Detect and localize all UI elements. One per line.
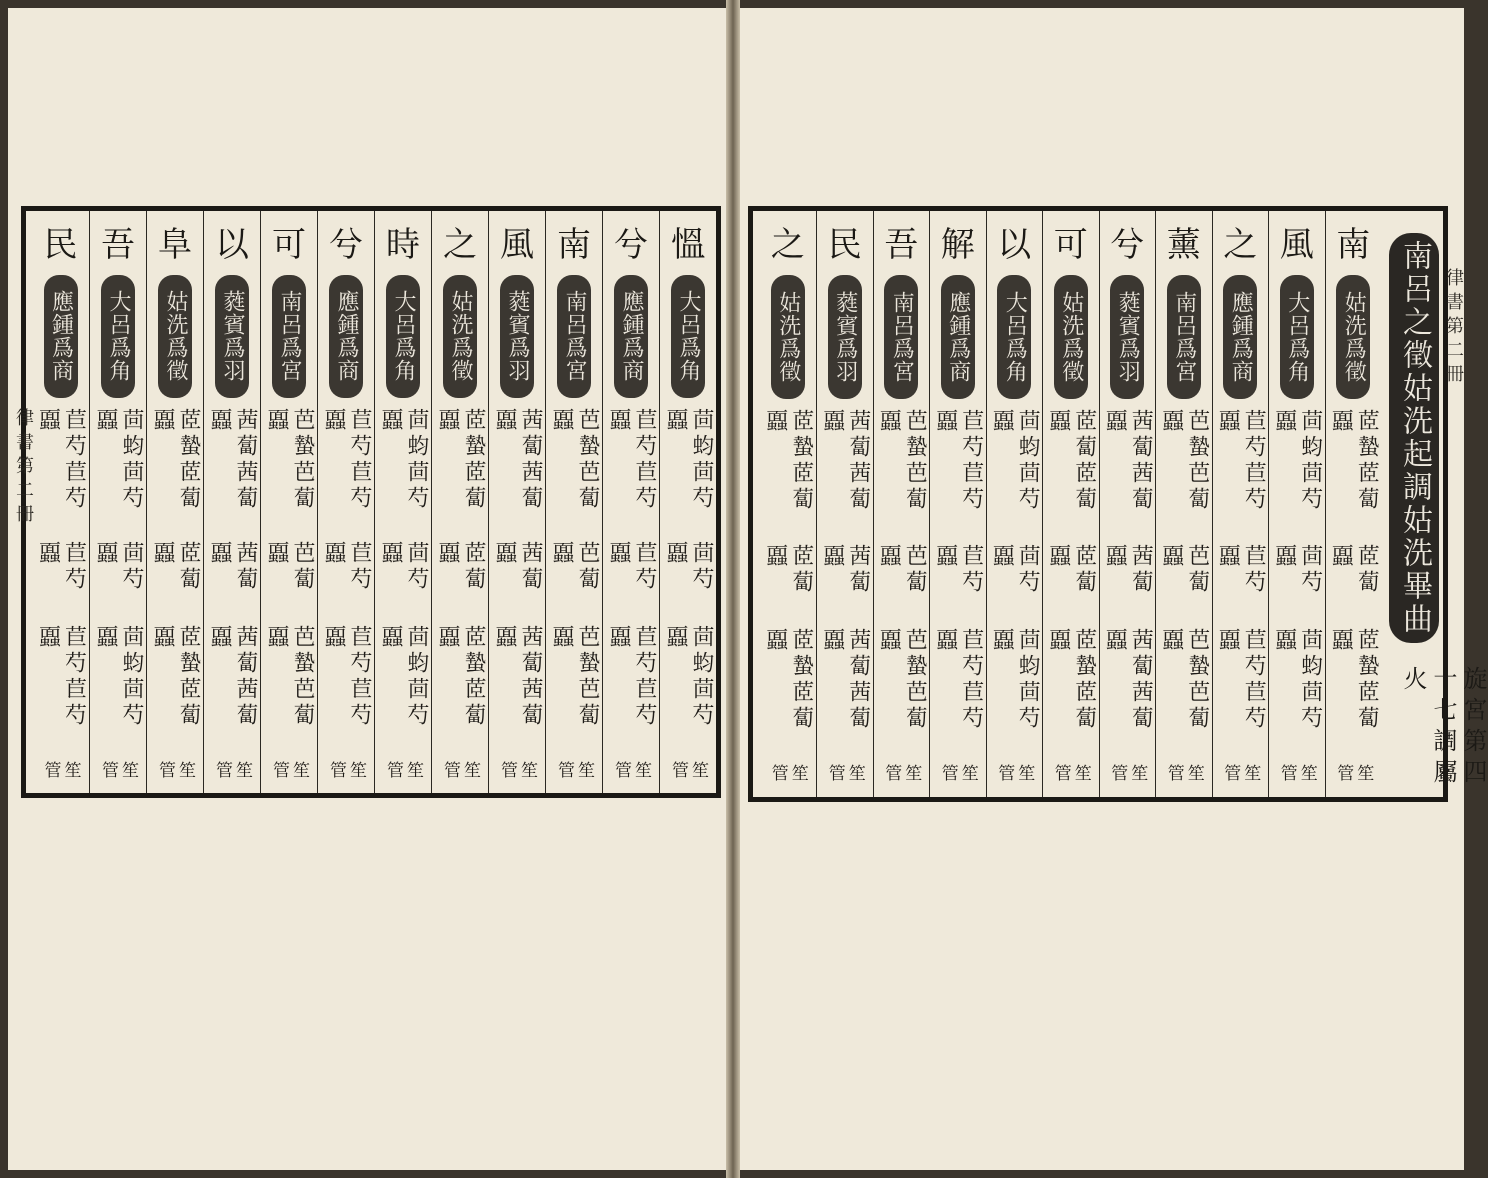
- instrument-mark: 笙管: [326, 760, 366, 778]
- lyric-character: 以: [997, 225, 1032, 265]
- notation-phrase-1: 茜蔔茜蔔蠠: [492, 408, 543, 513]
- notation-phrase-1: 茴蚐茴芍蠠: [93, 408, 144, 513]
- right-column: [986, 211, 1043, 797]
- notation-phrase-3: 茝蟄茝蔔蠠: [435, 625, 486, 730]
- lyric-character: 可: [272, 225, 306, 265]
- right-margin-label: 律書第二冊: [1443, 268, 1464, 388]
- pitch-label: 南呂爲宮: [884, 275, 918, 399]
- notation-phrase-2: 茝蔔蠠: [435, 541, 486, 594]
- notation-phrase-3: 茜蔔茜蔔蠠: [1102, 628, 1154, 733]
- notation-phrase-1: 苣芍苣芍蠠: [1215, 409, 1267, 514]
- instrument-mark: 笙管: [1276, 764, 1317, 782]
- right-column: [1099, 211, 1156, 797]
- notation-phrase-3: 茴蚐茴芍蠠: [378, 625, 429, 730]
- notation-phrase-1: 茝蟄茝蔔蠠: [762, 409, 814, 514]
- left-page-frame: [21, 206, 721, 798]
- lyric-character: 之: [770, 225, 805, 265]
- notation-phrase-3: 茝蟄茝蔔蠠: [150, 625, 201, 730]
- lyric-character: 南: [557, 225, 591, 265]
- pitch-label: 南呂爲宮: [1167, 275, 1201, 399]
- lyric-character: 之: [1223, 225, 1258, 265]
- notation-phrase-2: 茜蔔蠠: [492, 541, 543, 594]
- notation-phrase-2: 茜蔔蠠: [819, 543, 871, 596]
- notation-phrase-3: 苣芍苣芍蠠: [321, 625, 372, 730]
- instrument-mark: 笙管: [1163, 764, 1204, 782]
- right-page: [740, 8, 1487, 1170]
- lyric-character: 薰: [1166, 225, 1201, 265]
- instrument-mark: 笙管: [1220, 764, 1261, 782]
- lyric-character: 吾: [884, 225, 919, 265]
- notation-phrase-3: 茝蟄茝蔔蠠: [762, 628, 814, 733]
- notation-phrase-3: 茝蟄茝蔔蠠: [1045, 628, 1097, 733]
- instrument-mark: 笙管: [40, 760, 81, 778]
- left-page: [8, 8, 726, 1170]
- notation-phrase-3: 芭蟄芭蔔蠠: [1158, 628, 1210, 733]
- pitch-label: 應鍾爲商: [614, 275, 648, 398]
- notation-phrase-1: 茜蔔茜蔔蠠: [819, 409, 871, 514]
- lyric-character: 兮: [1110, 225, 1145, 265]
- notation-phrase-2: 苣芍蠠: [321, 541, 372, 594]
- pitch-label: 大呂爲角: [101, 275, 135, 398]
- notation-phrase-1: 茴蚐茴芍蠠: [663, 408, 714, 513]
- notation-phrase-1: 苣芍苣芍蠠: [932, 409, 984, 514]
- notation-phrase-2: 苣芍蠠: [35, 541, 87, 594]
- notation-phrase-1: 茝蟄茝蔔蠠: [150, 408, 201, 513]
- right-column: [1212, 211, 1269, 797]
- pitch-label: 大呂爲角: [997, 275, 1031, 399]
- pitch-label: 南呂爲宮: [272, 275, 306, 398]
- lyric-character: 可: [1053, 225, 1088, 265]
- notation-phrase-1: 芭蟄芭蔔蠠: [264, 408, 315, 513]
- notation-phrase-1: 芭蟄芭蔔蠠: [1158, 409, 1210, 514]
- notation-phrase-2: 茴芍蠠: [93, 541, 144, 594]
- instrument-mark: 笙管: [98, 760, 138, 778]
- notation-phrase-3: 茜蔔茜蔔蠠: [207, 625, 258, 730]
- lyric-character: 以: [215, 225, 249, 265]
- pitch-label: 姑洗爲徵: [158, 275, 192, 398]
- pitch-label: 應鍾爲商: [44, 275, 78, 398]
- notation-phrase-1: 芭蟄芭蔔蠠: [876, 409, 928, 514]
- notation-phrase-2: 芭蔔蠠: [549, 541, 600, 594]
- notation-phrase-3: 茜蔔茜蔔蠠: [492, 625, 543, 730]
- notation-phrase-2: 茝蔔蠠: [1328, 543, 1380, 596]
- notation-phrase-2: 茴芍蠠: [663, 541, 714, 594]
- pitch-label: 姑洗爲徵: [443, 275, 477, 398]
- notation-phrase-1: 苣芍苣芍蠠: [606, 408, 657, 513]
- instrument-mark: 笙管: [937, 764, 978, 782]
- pitch-label: 應鍾爲商: [1223, 275, 1257, 399]
- notation-phrase-2: 芭蔔蠠: [876, 543, 928, 596]
- lyric-character: 解: [940, 225, 975, 265]
- notation-phrase-2: 茝蔔蠠: [1045, 543, 1097, 596]
- instrument-mark: 笙管: [212, 760, 252, 778]
- notation-phrase-1: 茴蚐茴芍蠠: [378, 408, 429, 513]
- notation-phrase-2: 苣芍蠠: [932, 543, 984, 596]
- notation-phrase-1: 苣芍苣芍蠠: [321, 408, 372, 513]
- right-column: [760, 211, 817, 797]
- left-margin-label: 律書第二冊: [13, 408, 34, 528]
- notation-phrase-2: 茝蔔蠠: [762, 543, 814, 596]
- instrument-mark: 笙管: [440, 760, 480, 778]
- notation-phrase-2: 茴芍蠠: [1271, 543, 1323, 596]
- lyric-character: 吾: [101, 225, 135, 265]
- lyric-character: 阜: [158, 225, 192, 265]
- left-column: [260, 211, 317, 793]
- notation-phrase-3: 芭蟄芭蔔蠠: [264, 625, 315, 730]
- lyric-character: 南: [1336, 225, 1371, 265]
- lyric-character: 兮: [614, 225, 648, 265]
- pitch-label: 蕤賓爲羽: [215, 275, 249, 398]
- lyric-character: 風: [500, 225, 534, 265]
- notation-phrase-3: 茜蔔茜蔔蠠: [819, 628, 871, 733]
- pitch-label: 姑洗爲徵: [1054, 275, 1088, 399]
- notation-phrase-1: 茜蔔茜蔔蠠: [207, 408, 258, 513]
- book-gutter: [726, 0, 740, 1178]
- right-column: [929, 211, 986, 797]
- notation-phrase-1: 茝蟄茝蔔蠠: [435, 408, 486, 513]
- notation-phrase-1: 茝蔔茝蔔蠠: [1045, 409, 1097, 514]
- instrument-mark: 笙管: [1107, 764, 1148, 782]
- notation-phrase-3: 苣芍苣芍蠠: [606, 625, 657, 730]
- instrument-mark: 笙管: [1333, 764, 1374, 782]
- lyric-character: 兮: [329, 225, 363, 265]
- instrument-mark: 笙管: [767, 764, 808, 782]
- notation-phrase-1: 茝蟄茝蔔蠠: [1328, 409, 1380, 514]
- notation-phrase-3: 茴蚐茴芍蠠: [989, 628, 1041, 733]
- left-column: [317, 211, 374, 793]
- chapter-title: 南呂之徵姑洗起調姑洗畢曲: [1389, 233, 1439, 643]
- pitch-label: 大呂爲角: [1280, 275, 1314, 399]
- left-column: [659, 211, 716, 793]
- pitch-label: 蕤賓爲羽: [828, 275, 862, 399]
- instrument-mark: 笙管: [155, 760, 195, 778]
- lyric-character: 民: [827, 225, 862, 265]
- mode-description: 旋宮第四十七調屬火: [1399, 666, 1487, 790]
- notation-phrase-2: 芭蔔蠠: [1158, 543, 1210, 596]
- instrument-mark: 笙管: [1050, 764, 1091, 782]
- notation-phrase-3: 苣芍苣芍蠠: [35, 625, 87, 730]
- pitch-label: 蕤賓爲羽: [500, 275, 534, 398]
- right-column: [1325, 211, 1382, 797]
- notation-phrase-1: 茴蚐茴芍蠠: [989, 409, 1041, 514]
- notation-phrase-1: 苣芍苣芍蠠: [35, 408, 87, 513]
- lyric-character: 慍: [671, 225, 705, 265]
- pitch-label: 應鍾爲商: [329, 275, 363, 398]
- notation-phrase-3: 茴蚐茴芍蠠: [663, 625, 714, 730]
- left-column: [488, 211, 545, 793]
- right-column: [1268, 211, 1325, 797]
- lyric-character: 之: [443, 225, 477, 265]
- instrument-mark: 笙管: [269, 760, 309, 778]
- pitch-label: 應鍾爲商: [941, 275, 975, 399]
- instrument-mark: 笙管: [554, 760, 594, 778]
- notation-phrase-2: 茝蔔蠠: [150, 541, 201, 594]
- instrument-mark: 笙管: [383, 760, 423, 778]
- right-column: [816, 211, 873, 797]
- instrument-mark: 笙管: [994, 764, 1035, 782]
- lyric-character: 民: [43, 225, 78, 265]
- notation-phrase-3: 芭蟄芭蔔蠠: [876, 628, 928, 733]
- notation-phrase-3: 苣芍苣芍蠠: [932, 628, 984, 733]
- right-column: [873, 211, 930, 797]
- notation-phrase-3: 茴蚐茴芍蠠: [1271, 628, 1323, 733]
- notation-phrase-3: 苣芍苣芍蠠: [1215, 628, 1267, 733]
- notation-phrase-3: 茴蚐茴芍蠠: [93, 625, 144, 730]
- notation-phrase-2: 芭蔔蠠: [264, 541, 315, 594]
- pitch-label: 姑洗爲徵: [1336, 275, 1370, 399]
- notation-phrase-1: 茜蔔茜蔔蠠: [1102, 409, 1154, 514]
- notation-phrase-2: 茜蔔蠠: [207, 541, 258, 594]
- instrument-mark: 笙管: [824, 764, 865, 782]
- left-column: [32, 211, 89, 793]
- instrument-mark: 笙管: [881, 764, 922, 782]
- notation-phrase-2: 苣芍蠠: [1215, 543, 1267, 596]
- instrument-mark: 笙管: [497, 760, 537, 778]
- left-column: [374, 211, 431, 793]
- notation-phrase-1: 芭蟄芭蔔蠠: [549, 408, 600, 513]
- pitch-label: 南呂爲宮: [557, 275, 591, 398]
- notation-phrase-3: 芭蟄芭蔔蠠: [549, 625, 600, 730]
- notation-phrase-2: 苣芍蠠: [606, 541, 657, 594]
- notation-phrase-2: 茜蔔蠠: [1102, 543, 1154, 596]
- left-column: [203, 211, 260, 793]
- notation-phrase-1: 茴蚐茴芍蠠: [1271, 409, 1323, 514]
- right-column: [1155, 211, 1212, 797]
- notation-phrase-2: 茴芍蠠: [989, 543, 1041, 596]
- left-column: [602, 211, 659, 793]
- right-column: [1042, 211, 1099, 797]
- pitch-label: 蕤賓爲羽: [1110, 275, 1144, 399]
- lyric-character: 時: [386, 225, 420, 265]
- pitch-label: 姑洗爲徵: [771, 275, 805, 399]
- left-column: [431, 211, 488, 793]
- pitch-label: 大呂爲角: [671, 275, 705, 398]
- instrument-mark: 笙管: [668, 760, 708, 778]
- lyric-character: 風: [1279, 225, 1314, 265]
- instrument-mark: 笙管: [611, 760, 651, 778]
- left-column: [545, 211, 602, 793]
- notation-phrase-3: 茝蟄茝蔔蠠: [1328, 628, 1380, 733]
- pitch-label: 大呂爲角: [386, 275, 420, 398]
- notation-phrase-2: 茴芍蠠: [378, 541, 429, 594]
- left-column: [146, 211, 203, 793]
- left-column: [89, 211, 146, 793]
